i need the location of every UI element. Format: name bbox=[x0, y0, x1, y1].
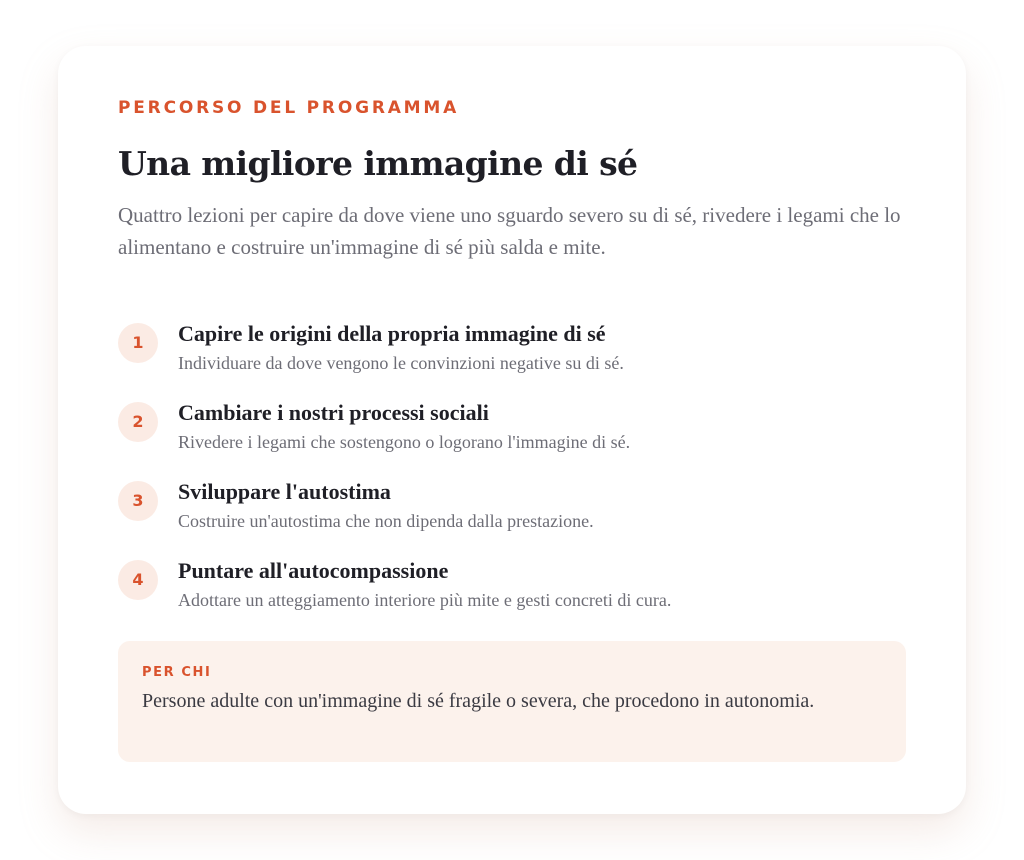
lesson-item bbox=[118, 402, 906, 481]
page-title: Una migliore immagine di sé bbox=[118, 144, 638, 183]
lesson-title: Cambiare i nostri processi sociali bbox=[178, 400, 489, 425]
eyebrow-label: PERCORSO DEL PROGRAMMA bbox=[118, 98, 460, 118]
lesson-description: Adottare un atteggiamento interiore più mite e gesti concreti di cura. bbox=[178, 590, 672, 610]
audience-box bbox=[118, 641, 906, 762]
program-card bbox=[58, 46, 966, 814]
step-number-badge: 4 bbox=[118, 560, 158, 600]
audience-text: Persone adulte con un'immagine di sé fragile o severa, che procedono in autonomia. bbox=[142, 690, 815, 712]
lesson-description: Costruire un'autostima che non dipenda dalla prestazione. bbox=[178, 511, 594, 531]
lesson-item bbox=[118, 481, 906, 560]
lesson-item bbox=[118, 560, 906, 639]
lesson-description: Rivedere i legami che sostengono o logorano l'immagine di sé. bbox=[178, 432, 631, 452]
lesson-description: Individuare da dove vengono le convinzioni negative su di sé. bbox=[178, 353, 624, 373]
step-number-badge: 1 bbox=[118, 323, 158, 363]
page-subtitle: Quattro lezioni per capire da dove viene uno sguardo severo su di sé, rivedere i legami che lo alimentano e costruire un'immagine di sé più salda e mite. bbox=[118, 203, 901, 259]
step-number-badge: 2 bbox=[118, 402, 158, 442]
lesson-title: Sviluppare l'autostima bbox=[178, 479, 391, 504]
lesson-list bbox=[118, 323, 906, 639]
lesson-title: Capire le origini della propria immagine di sé bbox=[178, 321, 606, 346]
lesson-item bbox=[118, 323, 906, 402]
step-number-badge: 3 bbox=[118, 481, 158, 521]
lesson-title: Puntare all'autocompassione bbox=[178, 558, 449, 583]
audience-label: PER CHI bbox=[142, 665, 212, 680]
